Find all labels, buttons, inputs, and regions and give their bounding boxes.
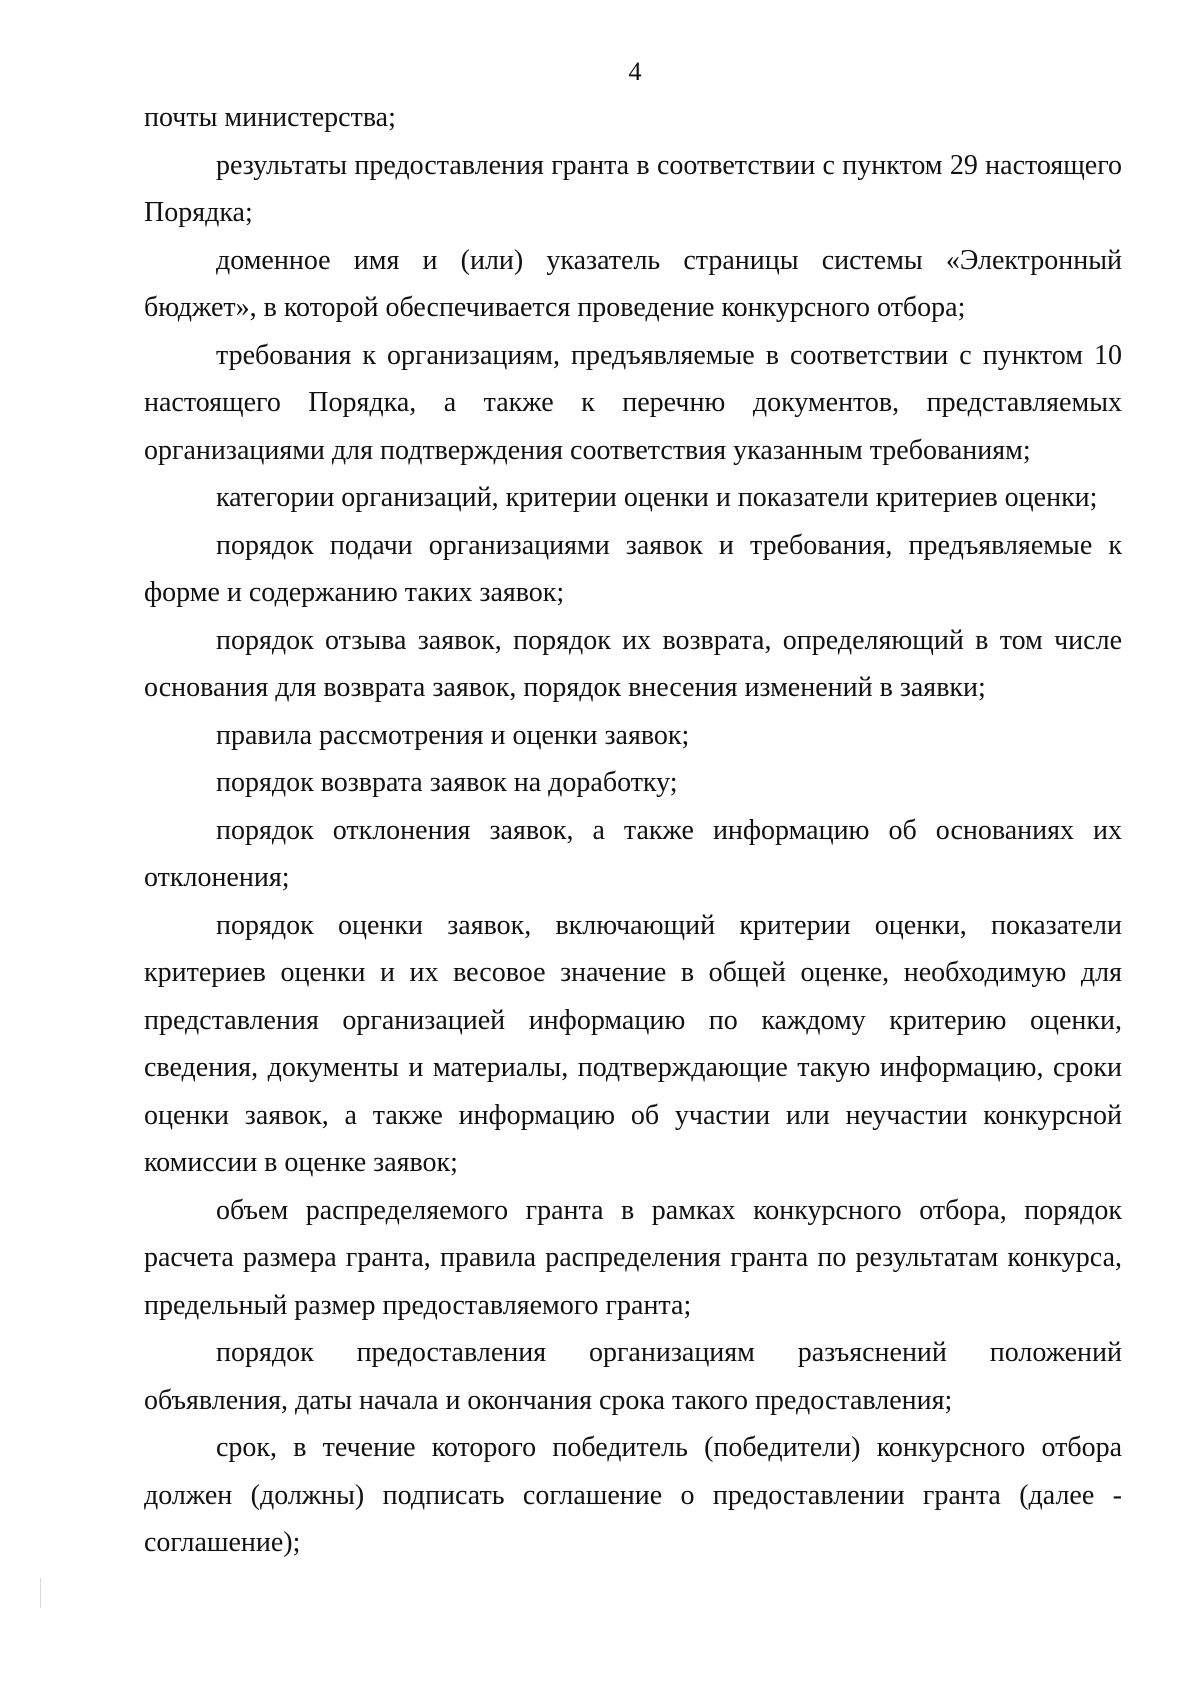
paragraph-10: порядок отклонения заявок, а также информацию об основаниях их отклонения; [144,814,1122,893]
paragraph-5: категории организаций, критерии оценки и показатели критериев оценки; [216,482,1098,513]
paragraph-9: порядок возврата заявок на доработку; [216,767,678,798]
paragraph-8: правила рассмотрения и оценки заявок; [216,719,690,751]
paragraph-4: требования к организациям, предъявляемые в соответствии с пунктом 10 настоящего Порядка, а также к перечню документов, представляемых организациями для подтверждения соответствия указанным требованиям; [144,339,1122,466]
paragraph-1: почты министерства; [144,102,396,133]
paragraph-6: порядок подачи организациями заявок и требования, предъявляемые к форме и содержанию таких заявок; [144,529,1122,608]
paragraph-3: доменное имя и (или) указатель страницы системы «Электронный бюджет», в которой обеспечивается проведение конкурсного отбора; [144,244,1122,323]
paragraph-7: порядок отзыва заявок, порядок их возврата, определяющий в том числе основания для возврата заявок, порядок внесения изменений в заявки; [144,624,1122,703]
paragraph-2: результаты предоставления гранта в соответствии с пунктом 29 настоящего Порядка; [144,149,1122,228]
page-number: 4 [628,57,642,86]
scan-edge-mark [40,1578,44,1608]
paragraph-14: срок, в течение которого победитель (победители) конкурсного отбора должен (должны) подписать соглашение о предоставлении гранта (далее - соглашение); [144,1432,1122,1558]
document-body [144,94,1122,1567]
paragraph-11: порядок оценки заявок, включающий критерии оценки, показатели критериев оценки и их весовое значение в общей оценке, необходимую для представления организацией информацию по каждому критерию оценки, сведения, документы и материалы, подтверждающие такую информацию, сроки оценки заявок, а также информацию об участии или неучастии конкурсной комиссии в оценке заявок; [144,909,1122,1178]
paragraph-12: объем распределяемого гранта в рамках конкурсного отбора, порядок расчета размера гранта, правила распределения гранта по результатам конкурса, предельный размер предоставляемого гранта; [144,1194,1122,1321]
paragraph-13: порядок предоставления организациям разъяснений положений объявления, даты начала и окончания срока такого предоставления; [144,1337,1122,1416]
